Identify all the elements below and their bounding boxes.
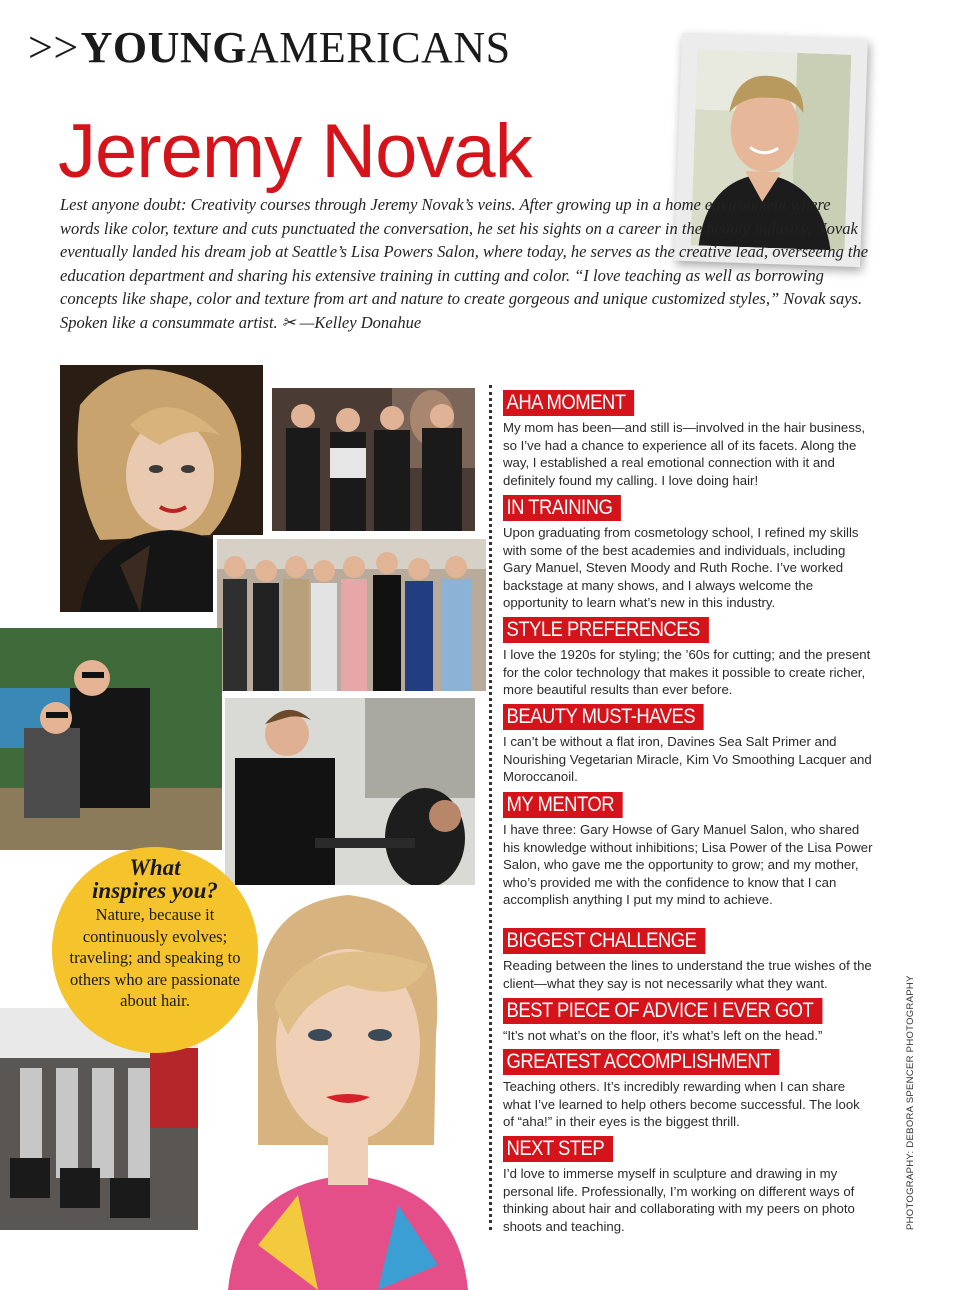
qa-heading: MY MENTOR xyxy=(503,792,623,818)
qa-section-next-step xyxy=(503,1136,873,1235)
inspire-question-line2: inspires you? xyxy=(92,878,218,903)
outdoor-photo-with-child xyxy=(0,628,222,850)
qa-section-style-preferences xyxy=(503,617,873,699)
qa-heading: BEST PIECE OF ADVICE I EVER GOT xyxy=(503,998,822,1024)
qa-section-best-advice xyxy=(503,998,873,1045)
qa-section-biggest-challenge xyxy=(503,928,873,992)
column-divider xyxy=(489,385,492,1230)
qa-heading: AHA MOMENT xyxy=(503,390,634,416)
inspire-bubble xyxy=(52,847,258,1053)
section-header-bold: YOUNG xyxy=(80,23,247,72)
intro-byline: —Kelley Donahue xyxy=(299,312,422,332)
stylist-at-work-photo xyxy=(225,698,475,890)
qa-heading: IN TRAINING xyxy=(503,495,621,521)
group-photo-four xyxy=(272,388,475,531)
qa-body: I can’t be without a flat iron, Davines Sea Salt Primer and Nourishing Vegetarian Miracle, Kim Vo Smoothing Lacquer and Moroccanoil. xyxy=(503,734,872,785)
section-header-arrows: >> xyxy=(28,23,79,72)
qa-body: I’d love to immerse myself in sculpture and drawing in my personal life. Professionally, I’m working on different ways of thinking about hair and collaborating with my peers on photo shoots and teaching. xyxy=(503,1166,855,1234)
qa-body: Reading between the lines to understand the true wishes of the client—what they say is not necessarily what they want. xyxy=(503,958,872,991)
section-header-light: AMERICANS xyxy=(246,23,511,72)
qa-heading: GREATEST ACCOMPLISHMENT xyxy=(503,1049,780,1075)
qa-section-greatest-accomplishment xyxy=(503,1049,873,1131)
inspire-question xyxy=(52,856,258,902)
qa-heading: BEAUTY MUST-HAVES xyxy=(503,704,704,730)
section-header xyxy=(28,22,511,73)
scissors-icon: ✂ xyxy=(281,312,296,332)
group-photo-women xyxy=(213,535,490,695)
qa-section-in-training xyxy=(503,495,873,612)
photo-credit: PHOTOGRAPHY: DEBORA SPENCER PHOTOGRAPHY xyxy=(905,975,916,1230)
qa-body: My mom has been—and still is—involved in the hair business, so I’ve had a chance to experience all of its facets. Along the way, I established a real emotional connection with it and definitely found my calling. I love doing hair! xyxy=(503,420,866,488)
qa-body: “It’s not what’s on the floor, it’s what’s left on the head.” xyxy=(503,1028,823,1043)
qa-section-my-mentor xyxy=(503,792,873,909)
qa-body: I have three: Gary Howse of Gary Manuel Salon, who shared his knowledge without inhibitions; Lisa Power of the Lisa Power Salon, who gave me the opportunity to grow; and my mother, who’s provided me with the confidence to know that I can accomplish anything I put my mind to achieve. xyxy=(503,822,873,908)
qa-body: I love the 1920s for styling; the ’60s for cutting; and the present for the color technology that makes it possible to create richer, more beautiful results than ever before. xyxy=(503,647,871,698)
qa-body: Teaching others. It’s incredibly rewarding when I can share what I’ve learned to help others become successful. The look of “aha!” in their eyes is the biggest thrill. xyxy=(503,1079,860,1130)
intro-paragraph xyxy=(60,193,870,334)
qa-heading: BIGGEST CHALLENGE xyxy=(503,928,705,954)
inspire-answer: Nature, because it continuously evolves; traveling; and speaking to others who are passionate about hair. xyxy=(69,905,241,1010)
qa-section-beauty-must-haves xyxy=(503,704,873,786)
qa-body: Upon graduating from cosmetology school, I refined my skills with some of the best academies and individuals, including Gary Manuel, Steven Moody and Ruth Roche. I’ve worked backstage at many shows, and I always welcome the opportunity to learn what’s new in this industry. xyxy=(503,525,859,611)
inspire-question-line1: What xyxy=(129,855,181,880)
qa-heading: STYLE PREFERENCES xyxy=(503,617,709,643)
article-title: Jeremy Novak xyxy=(58,109,532,194)
qa-section-aha-moment xyxy=(503,390,873,489)
intro-text: Lest anyone doubt: Creativity courses through Jeremy Novak’s veins. After growing up in a home environment where words like color, texture and cuts punctuated the conversation, he set his sights on a career in the beauty industry. Novak eventually landed his dream job at Seattle’s Lisa Powers Salon, where today, he serves as the creative lead, overseeing the education department and sharing his extensive training in cutting and color. “I love teaching as well as borrowing concepts like shape, color and texture from art and nature to create gorgeous and unique customized styles,” Novak says. Spoken like a consummate artist. xyxy=(60,195,869,332)
qa-heading: NEXT STEP xyxy=(503,1136,613,1162)
